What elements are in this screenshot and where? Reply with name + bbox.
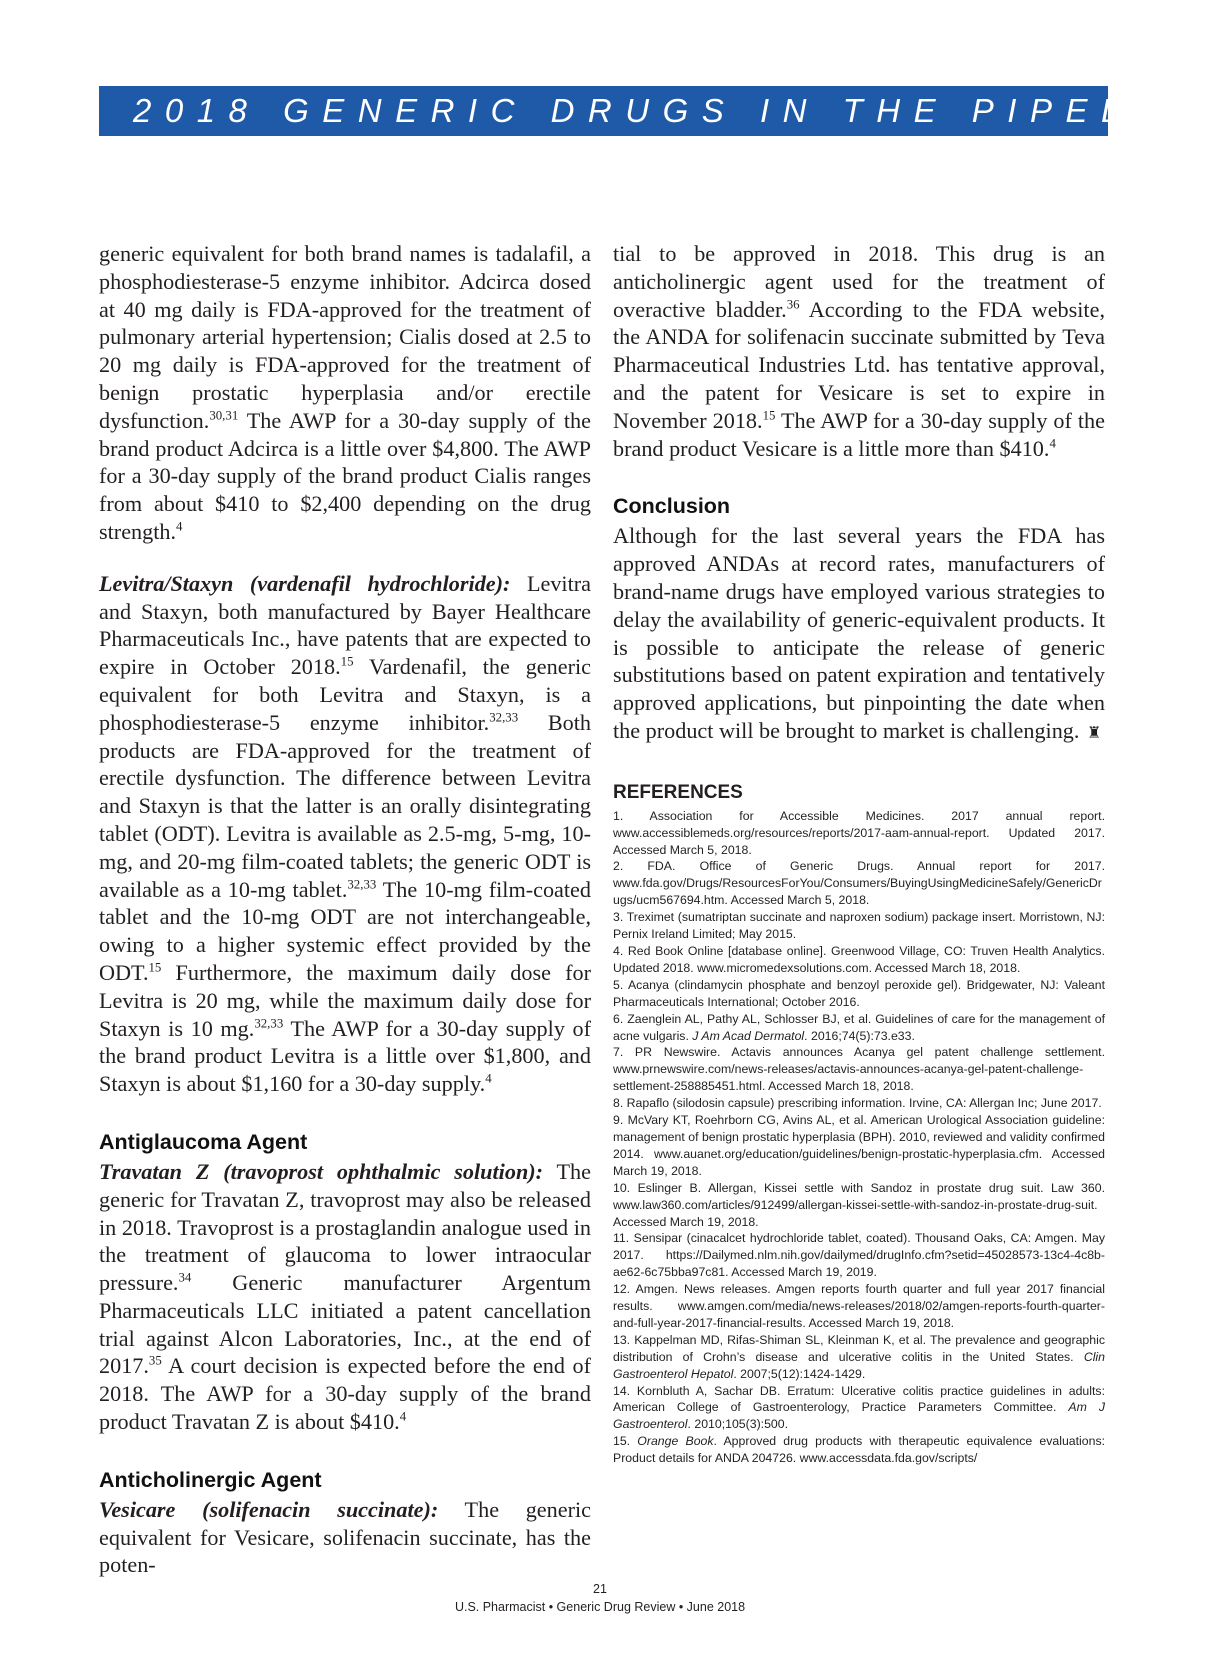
section-banner — [99, 86, 1228, 136]
drug-name: Levitra/Staxyn (vardenafil hydrochloride): — [99, 570, 511, 596]
reference-item: 14. Kornbluth A, Sachar DB. Erratum: Ulcerative colitis practice guidelines in adults: American College of Gastroenterology, Practice Parameters Committee. Am J Gastroenterol. 2010;105(3):500. — [613, 1383, 1105, 1432]
section-heading-conclusion: Conclusion — [613, 494, 731, 519]
journal-name: Clin Gastroenterol Hepatol — [613, 1349, 1105, 1381]
citation: 32,33 — [254, 1016, 284, 1031]
reference-item: 10. Eslinger B. Allergan, Kissei settle with Sandoz in prostate drug suit. Law 360. www.law360.com/articles/912499/allergan-kissei-settle-with-sandoz-in-prostate-drug-suit. Accessed March 19, 2018. — [613, 1180, 1105, 1229]
references-heading: REFERENCES — [613, 781, 743, 803]
travatan-paragraph: Travatan Z (travoprost ophthalmic solution): The generic for Travatan Z, travoprost may also be released in 2018. Travoprost is a prostaglandin analogue used in the treatment of glaucoma to lower intraocular pressure.$^{34}$ Generic manufacturer Argentum Pharmaceuticals LLC initiated a patent cancellation trial against Alcon Laboratories, Inc., at the end of 2017.35 A court decision is expected before the end of 2018. The AWP for a 30-day supply of the brand product Travatan Z is about $410.$^4$ — [99, 1158, 591, 1435]
citation: 34 — [178, 1270, 192, 1285]
reference-item: 6. Zaenglein AL, Pathy AL, Schlosser BJ, et al. Guidelines of care for the management of acne vulgaris. J Am Acad Dermatol. 2016;74(5):73.e33. — [613, 1011, 1105, 1043]
vesicare-paragraph: Vesicare (solifenacin succinate): The generic equivalent for Vesicare, solifenacin succinate, has the poten- — [99, 1496, 591, 1578]
reference-item: 13. Kappelman MD, Rifas-Shiman SL, Kleinman K, et al. The prevalence and geographic distribution of Crohn’s disease and ulcerative colitis in the United States. Clin Gastroenterol Hepatol. 2007;5(12):1424-1429. — [613, 1332, 1105, 1381]
levitra-paragraph: Levitra/Staxyn (vardenafil hydrochloride): Levitra and Staxyn, both manufactured by Bayer Healthcare Pharmaceuticals Inc., have patents that are expected to expire in October 2018.15 Vardenafil, the generic equivalent for both Levitra and Staxyn, is a phosphodiesterase-5 enzyme inhibitor.$^{32,33}$ Both products are FDA-approved for the treatment of erectile dysfunction. The difference between Levitra and Staxyn is that the latter is an orally disintegrating tablet (ODT). Levitra is available as 2.5-mg, 5-mg, 10-mg, and 20-mg film-coated tablets; the generic ODT is available as a 10-mg tablet.$^{32,33}$ The 10-mg film-coated tablet and the 10-mg ODT are not interchangeable, owing to a higher systemic effect provided by the ODT.$^{15}$ Furthermore, the maximum daily dose for Levitra is 20 mg, while the maximum daily dose for Staxyn is 10 mg.$^{32,33}$ The AWP for a 30-day supply of the brand product Levitra is a little over $1,800, and Staxyn is about $1,160 for a 30-day supply.$^4$ — [99, 570, 591, 1097]
reference-item: 2. FDA. Office of Generic Drugs. Annual report for 2017. www.fda.gov/Drugs/ResourcesForYou/Consumers/BuyingUsingMedicineSafely/GenericDrugs/ucm567694.htm. Accessed March 5, 2018. — [613, 859, 1105, 908]
left-column — [99, 240, 591, 1579]
journal-name: Orange Book — [637, 1434, 714, 1449]
reference-item: 3. Treximet (sumatriptan succinate and naproxen sodium) package insert. Morristown, NJ: Pernix Ireland Limited; May 2015. — [613, 910, 1105, 942]
reference-item: 15. Orange Book. Approved drug products with therapeutic equivalence evaluations: Product details for ANDA 204726. www.accessdata.fda.gov/scripts/ — [613, 1434, 1106, 1466]
citation: 4 — [485, 1071, 492, 1086]
vesicare-continued-paragraph: tial to be approved in 2018. This drug is an anticholinergic agent used for the treatment of overactive bladder.$^{36}$ According to the FDA website, the ANDA for solifenacin succinate submitted by Teva Pharmaceutical Industries Ltd. has tentative approval, and the patent for Vesicare is set to expire in November 2018.15 The AWP for a 30-day supply of the brand product Vesicare is a little more than $410.$^4$ — [613, 241, 1105, 461]
page-number: 21 — [593, 1582, 607, 1596]
journal-name: Am J Gastroenterol — [613, 1400, 1105, 1432]
right-column — [613, 240, 1105, 1467]
citation: 36 — [786, 297, 800, 312]
drug-name: Vesicare (solifenacin succinate): — [99, 1496, 439, 1522]
publication-footer: U.S. Pharmacist • Generic Drug Review • June 2018 — [454, 1600, 746, 1614]
section-heading-anticholinergic: Anticholinergic Agent — [99, 1467, 322, 1492]
journal-name: J Am Acad Dermatol — [692, 1028, 805, 1043]
reference-item: 1. Association for Accessible Medicines. 2017 annual report. www.accessiblemeds.org/resources/reports/2017-aam-annual-report. Updated 2017. Accessed March 5, 2018. — [613, 808, 1105, 857]
citation: 15 — [340, 654, 354, 669]
citation: 32,33 — [347, 877, 377, 892]
citation: 4 — [399, 1409, 407, 1424]
reference-item: 7. PR Newswire. Actavis announces Acanya gel patent challenge settlement. www.prnewswire.com/news-releases/actavis-announces-acanya-gel-patent-challenge-settlement-258885451.html. Accessed March 18, 2018. — [613, 1045, 1105, 1094]
citation: 30,31 — [209, 408, 239, 423]
conclusion-paragraph: Although for the last several years the FDA has approved ANDAs at record rates, manufacturers of brand-name drugs have employed various strategies to delay the availability of generic-equivalent products. It is possible to anticipate the release of generic substitutions based on patent expiration and tentatively approved applications, but pinpointing the date when the product will be brought to market is challenging. ♜ — [613, 522, 1105, 747]
citation: 35 — [148, 1354, 162, 1369]
reference-item: 5. Acanya (clindamycin phosphate and benzoyl peroxide gel). Bridgewater, NJ: Valeant Pharmaceuticals International; October 2016. — [613, 977, 1105, 1009]
reference-item: 12. Amgen. News releases. Amgen reports fourth quarter and full year 2017 financial results. www.amgen.com/media/news-releases/2018/02/amgen-reports-fourth-quarter-and-full-year-2017-financial-results. Accessed March 19, 2018. — [613, 1282, 1105, 1330]
references-list — [613, 808, 1105, 1467]
reference-item: 8. Rapaflo (silodosin capsule) prescribing information. Irvine, CA: Allergan Inc; June 2017. — [613, 1096, 1102, 1111]
end-of-article-icon: ♜ — [1087, 724, 1102, 742]
drug-name: Travatan Z (travoprost ophthalmic solution): — [99, 1158, 544, 1184]
tadalafil-paragraph: generic equivalent for both brand names is tadalafil, a phosphodiesterase-5 enzyme inhibitor. Adcirca dosed at 40 mg daily is FDA-approved for the treatment of pulmonary arterial hypertension; Cialis dosed at 2.5 to 20 mg daily is FDA-approved for the treatment of benign prostatic hyperplasia and/or erectile dysfunction.$^{30,31}$ The AWP for a 30-day supply of the brand product Adcirca is a little over $4,800. The AWP for a 30-day supply of the brand product Cialis ranges from about $410 to $2,400 depending on the drug strength.$^4$ — [99, 241, 591, 544]
citation: 4 — [1049, 436, 1056, 451]
banner-title: 2018 GENERIC DRUGS IN THE PIPELINE — [133, 92, 1228, 129]
citation: 15 — [762, 408, 776, 423]
citation: 15 — [148, 960, 162, 975]
section-heading-antiglaucoma: Antiglaucoma Agent — [99, 1129, 308, 1154]
citation: 4 — [176, 519, 183, 534]
reference-item: 4. Red Book Online [database online]. Greenwood Village, CO: Truven Health Analytics. Updated 2018. www.micromedexsolutions.com. Accessed March 18, 2018. — [613, 944, 1105, 975]
citation: 32,33 — [489, 710, 519, 725]
reference-item: 11. Sensipar (cinacalcet hydrochloride tablet, coated). Thousand Oaks, CA: Amgen. May 2017. https://Dailymed.nlm.nih.gov/dailymed/drugInfo.cfm?setid=45028573-13c4-4c8b-ae62-6c75bba97c81. Accessed March 19, 2019. — [613, 1231, 1105, 1280]
reference-item: 9. McVary KT, Roehrborn CG, Avins AL, et al. American Urological Association guideline: management of benign prostatic hyperplasia (BPH). 2010, reviewed and validity confirmed 2014. www.auanet.org/education/guidelines/benign-prostatic-hyperplasia.cfm. Accessed March 19, 2018. — [613, 1113, 1105, 1178]
